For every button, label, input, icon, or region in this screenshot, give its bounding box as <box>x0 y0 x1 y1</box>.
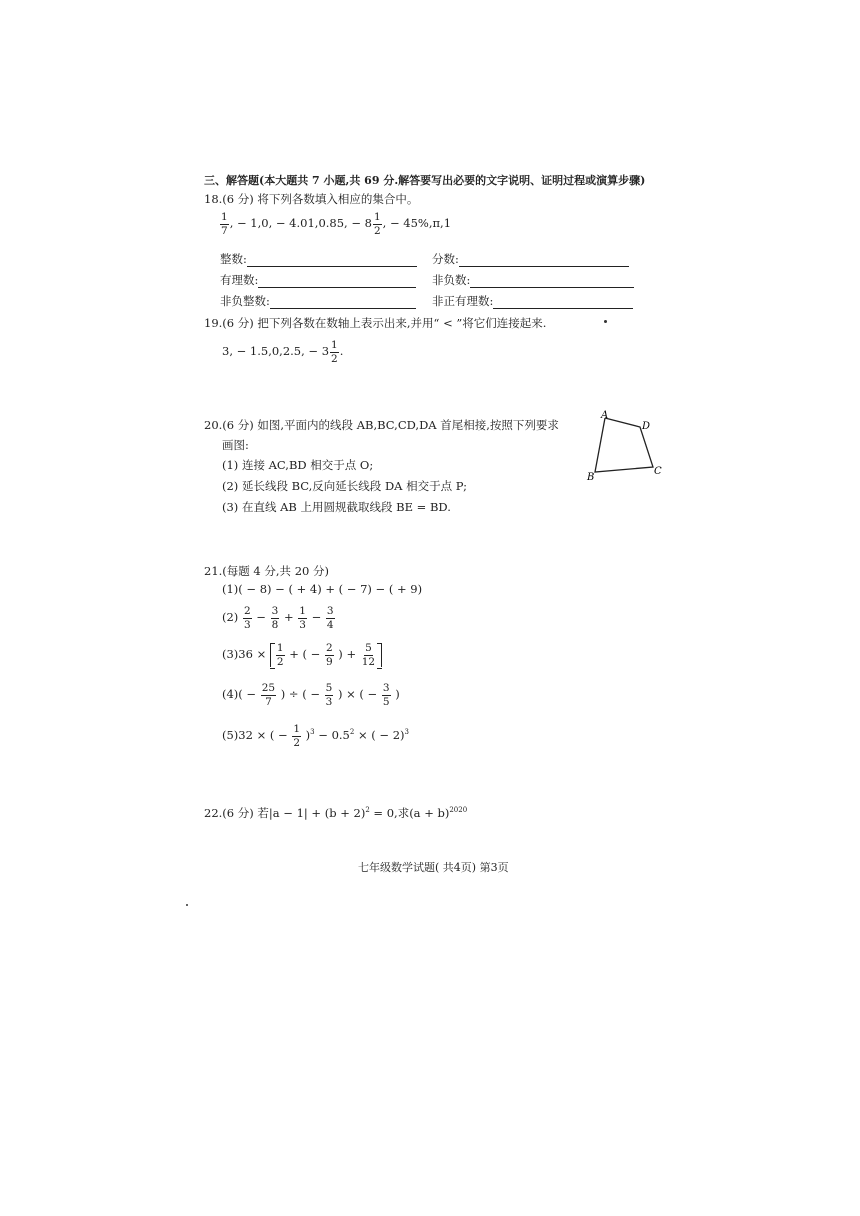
q21-part-3: (3)36 × $\frac{1}{2}$ + ( − $\frac{2}{9}$ ) + $\frac{5}{12}$ <box>222 643 382 667</box>
set-row-2b <box>432 272 634 288</box>
set-row-1b <box>432 251 629 267</box>
q20-stem: 20.(6 分) 如图,平面内的线段 AB,BC,CD,DA 首尾相接,按照下列要求 <box>204 418 559 432</box>
section-heading: 三、解答题(本大题共 7 小题,共 69 分.解答要写出必要的文字说明、证明过程或演算步骤) <box>204 174 646 187</box>
set-label: 非正有理数: <box>432 294 494 308</box>
answer-blank[interactable] <box>247 255 417 267</box>
fraction: $\frac{1}{2}$ <box>331 339 338 365</box>
q18-stem: 18.(6 分) 将下列各数填入相应的集合中。 <box>204 192 419 206</box>
answer-blank[interactable] <box>470 276 634 288</box>
set-row-1 <box>220 251 417 267</box>
q20-item-3: (3) 在直线 AB 上用圆规截取线段 BE = BD. <box>222 500 451 514</box>
q22-stem: 22.(6 分) 若$|a - 1| + (b + 2)^2 = 0$,求$(a + b)^{2020}$ <box>204 806 468 820</box>
set-label: 分数: <box>432 252 459 266</box>
q19-numbers: 3, − 1.5,0,2.5, − 3 $\frac{1}{2}$ . <box>222 339 344 365</box>
vertex-label-A: A <box>601 410 609 421</box>
answer-blank[interactable] <box>270 297 416 309</box>
q18-numbers: $\frac{1}{7}$ , − 1,0, − 4.01,0.85, − 8 $\frac{1}{2}$ , − 45%,π,1 <box>221 211 452 237</box>
q21-part-5: (5)32 × ( − $\frac{1}{2}$ )$^3 - 0.5^2$ × ( − 2)$^3$ <box>222 723 409 749</box>
set-label: 有理数: <box>220 273 259 287</box>
q21-stem: 21.(每题 4 分,共 20 分) <box>204 564 329 578</box>
set-label: 非负数: <box>432 273 471 287</box>
q21-part-1: (1)( − 8) − ( + 4) + ( − 7) − ( + 9) <box>222 582 423 596</box>
vertex-label-D: D <box>642 421 651 432</box>
square-bracket: $\frac{1}{2}$ + ( − $\frac{2}{9}$ ) + $\frac{5}{12}$ <box>270 643 382 667</box>
answer-blank[interactable] <box>258 276 416 288</box>
set-row-2 <box>220 272 416 288</box>
fraction: $\frac{1}{2}$ <box>373 211 381 237</box>
q20-stem-2: 画图: <box>222 438 249 452</box>
q20-item-2: (2) 延长线段 BC,反向延长线段 DA 相交于点 P; <box>222 479 468 493</box>
set-row-3b <box>432 293 633 309</box>
speck <box>186 904 188 906</box>
set-label: 整数: <box>220 252 247 266</box>
quadrilateral-figure <box>585 408 665 488</box>
speck <box>604 320 607 323</box>
set-label: 非负整数: <box>220 294 270 308</box>
answer-blank[interactable] <box>459 255 629 267</box>
page-footer: 七年级数学试题( 共4页) 第3页 <box>358 861 509 874</box>
q21-part-4: (4)( − $\frac{25}{7}$ ) ÷ ( − $\frac{5}{3}$ ) × ( − $\frac{3}{5}$ ) <box>222 682 400 708</box>
vertex-label-B: B <box>587 472 595 483</box>
q21-part-2: (2) $\frac{2}{3}$ − $\frac{3}{8}$ + $\frac{1}{3}$ − $\frac{3}{4}$ <box>222 605 334 631</box>
fraction: $\frac{1}{7}$ <box>221 211 228 237</box>
vertex-label-C: C <box>654 466 662 477</box>
q19-stem: 19.(6 分) 把下列各数在数轴上表示出来,并用“ < ”将它们连接起来. <box>204 316 547 330</box>
set-row-3 <box>220 293 416 309</box>
answer-blank[interactable] <box>493 297 633 309</box>
q20-item-1: (1) 连接 AC,BD 相交于点 O; <box>222 458 374 472</box>
